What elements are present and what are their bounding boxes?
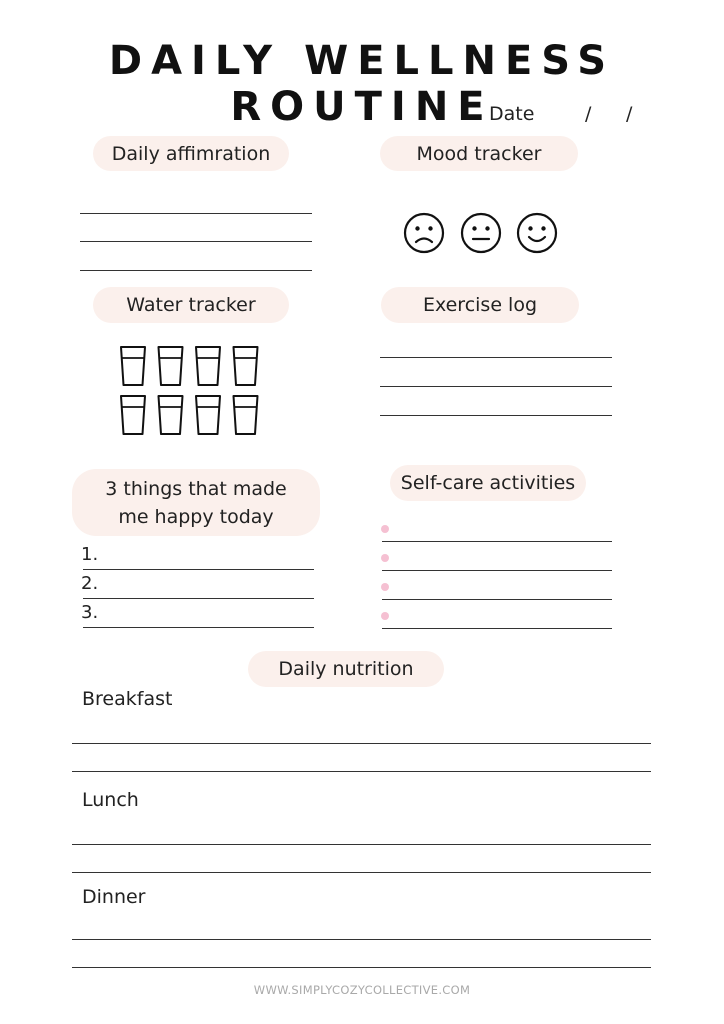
water-glass-icon[interactable] (121, 396, 145, 434)
affirmation-heading: Daily affimration (93, 136, 289, 171)
water-glass-icon[interactable] (159, 347, 183, 385)
dinner-line-1[interactable] (72, 939, 651, 940)
happy-line-3[interactable] (83, 627, 314, 628)
selfcare-bullet-4 (381, 612, 389, 620)
happy-line-2[interactable] (83, 598, 314, 599)
selfcare-heading: Self-care activities (390, 465, 586, 501)
selfcare-bullet-3 (381, 583, 389, 591)
exercise-line-3[interactable] (380, 415, 612, 416)
water-heading: Water tracker (93, 287, 289, 323)
water-glass-icon[interactable] (159, 396, 183, 434)
date-label: Date (489, 103, 535, 125)
happy-number-2: 2. (81, 573, 99, 594)
happy-number-1: 1. (81, 544, 99, 565)
happy-number-3: 3. (81, 602, 99, 623)
selfcare-line-2[interactable] (382, 570, 612, 571)
happy-line-1[interactable] (83, 569, 314, 570)
water-glass-icon[interactable] (196, 347, 220, 385)
selfcare-line-3[interactable] (382, 599, 612, 600)
mood-heading: Mood tracker (380, 136, 578, 171)
lunch-line-1[interactable] (72, 844, 651, 845)
exercise-heading: Exercise log (381, 287, 579, 323)
water-glass-icon[interactable] (196, 396, 220, 434)
nutrition-heading: Daily nutrition (248, 651, 444, 687)
water-glass-icon[interactable] (234, 396, 258, 434)
selfcare-line-4[interactable] (382, 628, 612, 629)
footer-url: WWW.SIMPLYCOZYCOLLECTIVE.COM (253, 983, 471, 997)
date-separator-2: / (626, 103, 633, 125)
happy-heading (72, 469, 320, 536)
selfcare-bullet-1 (381, 525, 389, 533)
water-glass-icon[interactable] (234, 347, 258, 385)
selfcare-line-1[interactable] (382, 541, 612, 542)
exercise-line-1[interactable] (380, 357, 612, 358)
lunch-line-2[interactable] (72, 872, 651, 873)
happy-heading-line-2: me happy today (118, 505, 274, 528)
lunch-label: Lunch (82, 789, 139, 811)
breakfast-line-1[interactable] (72, 743, 651, 744)
dinner-label: Dinner (82, 886, 146, 908)
selfcare-bullet-2 (381, 554, 389, 562)
exercise-line-2[interactable] (380, 386, 612, 387)
dinner-line-2[interactable] (72, 967, 651, 968)
page-title: DAILY WELLNESS ROUTINE (108, 38, 616, 130)
water-glass-icon[interactable] (121, 347, 145, 385)
breakfast-label: Breakfast (82, 688, 173, 710)
breakfast-line-2[interactable] (72, 771, 651, 772)
happy-heading-line-1: 3 things that made (105, 477, 287, 500)
date-separator-1: / (585, 103, 592, 125)
